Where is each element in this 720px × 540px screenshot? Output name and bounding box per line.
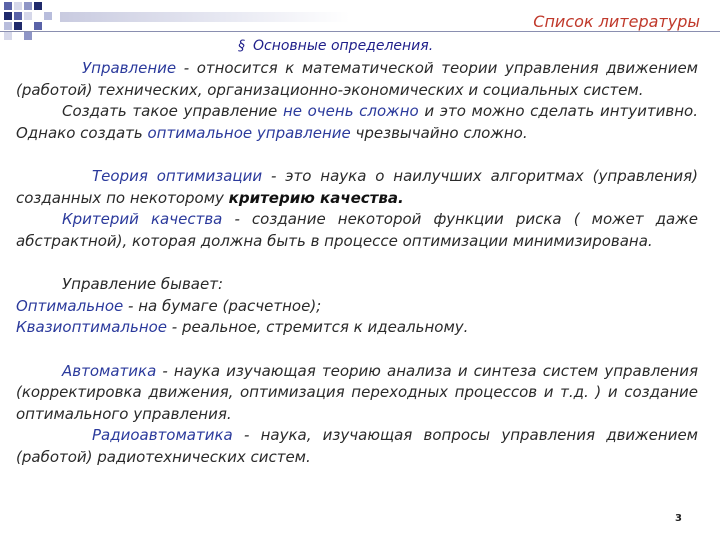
highlight-optimal-control: оптимальное управление [147,123,351,142]
paragraph-difficulty [16,101,698,144]
text-fragment: чрезвычайно сложно. [350,123,528,142]
term-control: Управление [82,59,177,77]
spacer [16,252,698,274]
paragraph-control-definition [16,58,698,101]
text-fragment: и это можно сделать интуитивно. Однако создать [16,102,698,142]
highlight-not-difficult: не очень сложно [282,102,419,120]
corner-square [24,12,32,20]
bold-quality-criterion: критерию качества. [228,188,404,207]
slide-body [16,58,698,468]
top-gradient-band [60,12,350,22]
corner-square [34,2,42,10]
paragraph-optimization-theory [16,166,698,209]
corner-square [24,2,32,10]
corner-square [14,22,22,30]
spacer [16,144,698,166]
list-item-optimal [16,296,698,318]
text-fragment: Создать такое управление [62,102,283,120]
section-title-text: Основные определения. [253,38,434,54]
header-title: Список литературы [533,12,700,31]
term-optimization-theory: Теория оптимизации [92,167,263,185]
spacer [16,339,698,361]
corner-square [34,22,42,30]
paragraph-quality-criterion [16,209,698,252]
corner-square [4,22,12,30]
term-quasi-optimal: Квазиоптимальное [16,318,168,336]
term-optimal: Оптимальное [16,296,124,315]
paragraph-control-kinds: Управление бывает: [62,275,224,293]
term-radio-automation: Радиоавтоматика [92,426,233,444]
definition-text: - создание некоторой функции риска ( может даже абстрактной), которая должна быть в процессе оптимизации минимизирована. [16,210,698,250]
definition-text: - наука, изучающая вопросы управления движением (работой) радиотехнических систем. [16,426,698,466]
list-item-quasi-optimal [16,317,698,339]
corner-square [24,32,32,40]
corner-square [44,12,52,20]
definition-text: - относится к математической теории управления движением (работой) технических, организационно-экономических и социальных систем. [16,59,698,99]
section-symbol: § [238,38,245,54]
corner-decoration [0,0,60,45]
page-number: 3 [675,513,682,524]
term-automation: Автоматика [62,361,157,380]
corner-square [4,2,12,10]
definition-text: - наука изучающая теорию анализа и синтеза систем управления (корректировка движения, оптимизация переходных процессов и т.д. ) и создание оптимального управления. [16,361,698,423]
corner-square [4,32,12,40]
definition-text: - реальное, стремится к идеальному. [167,318,469,336]
section-title [238,38,433,54]
paragraph-automation [16,361,698,426]
header-rule [0,31,720,32]
corner-square [4,12,12,20]
definition-text: - это наука о наилучших алгоритмах (управления) созданных по некоторому [16,167,699,207]
definition-text: - на бумаге (расчетное); [123,296,322,315]
paragraph-radio-automation [16,425,698,468]
term-quality-criterion: Критерий качества [62,210,223,228]
corner-square [14,12,22,20]
corner-square [14,2,22,10]
